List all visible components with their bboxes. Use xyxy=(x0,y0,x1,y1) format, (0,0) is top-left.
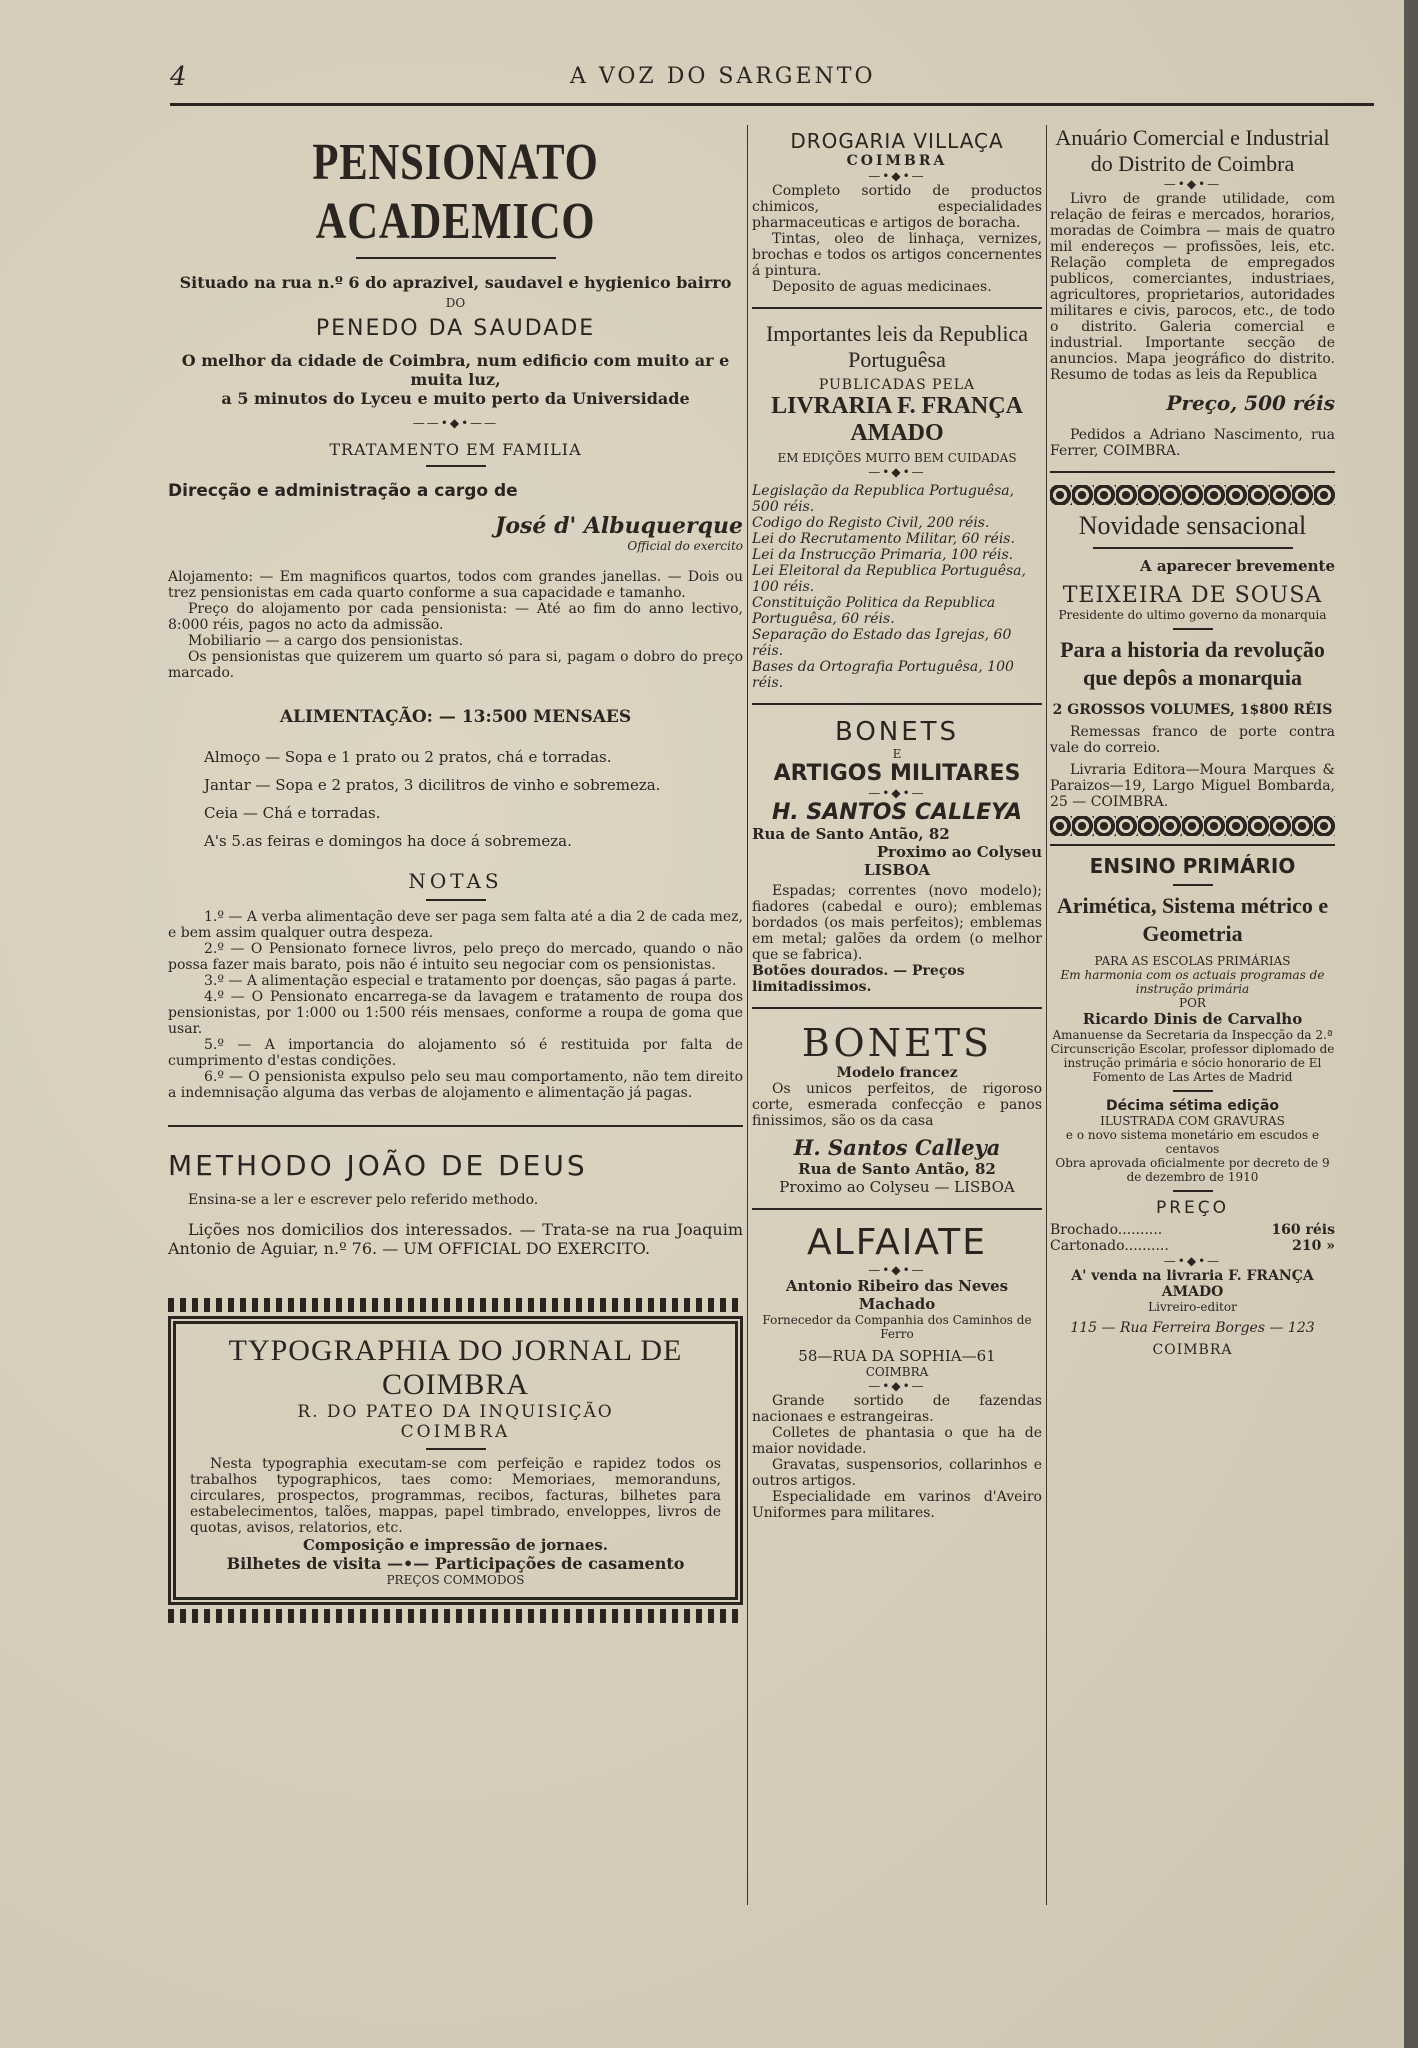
decorative-border xyxy=(1050,485,1335,505)
decorative-border xyxy=(1050,816,1335,836)
ad-typographia xyxy=(168,1298,743,1623)
divider xyxy=(1173,884,1213,886)
ad-text: e o novo sistema monetário em escudos e centavos xyxy=(1065,1128,1320,1156)
ad-text: LISBOA xyxy=(863,861,931,879)
ad-text: 115 — Rua Ferreira Borges — 123 xyxy=(1070,1320,1315,1336)
list-item: Constituição Politica da Republica Portuguêsa, 60 réis. xyxy=(752,595,996,627)
ad-text: Livro de grande utilidade, com relação de feiras e mercados, horarios, moradas de Coimbra — mais de quatro mil endereços — profissões, leis, etc. Relação completa de empregados publicos, comerciantes, industriaes, agricultores, proprietarios, autoridades militares e civis, parocos, etc., de todo o distrito. Galeria comercial e industrial. Importante secção de anuncios. Mapa jeográfico do distrito. Resumo de todas as leis da Republica xyxy=(1050,191,1335,383)
price-label: Cartonado.......... xyxy=(1050,1238,1169,1254)
ad-text: PUBLICADAS PELA xyxy=(818,377,976,393)
ad-text: Amanuense da Secretaria da Inspecção da 2.ª Circunscrição Escolar, professor diplomado de instrução primária e sócio honorario de El Fomento de Las Artes de Madrid xyxy=(1050,1028,1335,1084)
divider xyxy=(752,307,1042,309)
ad-text: 2 GROSSOS VOLUMES, 1$800 RÉIS xyxy=(1052,702,1333,718)
divider xyxy=(1050,844,1335,846)
ad-text: Gravatas, suspensorios, collarinhos e outros artigos. xyxy=(752,1457,1042,1489)
ad-title: TYPOGRAPHIA DO JORNAL DE COIMBRA xyxy=(228,1334,683,1401)
ad-text: E xyxy=(892,747,902,761)
divider xyxy=(356,257,556,259)
ad-text: H. SANTOS CALLEYA xyxy=(771,800,1022,825)
decorative-border xyxy=(168,1609,743,1623)
divider xyxy=(1173,1090,1213,1092)
divider xyxy=(168,1125,743,1127)
ad-title: BONETS xyxy=(801,1021,993,1065)
ad-text: Os unicos perfeitos, de rigoroso corte, esmerada confecção e panos finissimos, são os da casa xyxy=(752,1081,1042,1129)
ad-title: Novidade sensacional xyxy=(1078,511,1307,540)
divider xyxy=(426,899,486,901)
ad-text: ALIMENTAÇÃO: — 13:500 MENSAES xyxy=(279,707,632,727)
column-divider xyxy=(747,125,748,1905)
ad-text: 3.º — A alimentação especial e tratamento por doenças, são pagas á parte. xyxy=(204,973,737,989)
ad-text: TRATAMENTO EM FAMILIA xyxy=(329,440,582,459)
ad-text: Official do exercito xyxy=(627,539,743,553)
ad-text: Em harmonia com os actuais programas de instrução primária xyxy=(1060,968,1325,996)
ad-text: Ricardo Dinis de Carvalho xyxy=(1082,1010,1303,1028)
ad-text: Completo sortido de productos chimicos, especialidades pharmaceuticas e artigos de boracha. xyxy=(752,183,1042,231)
ad-text: LIVRARIA F. FRANÇA AMADO xyxy=(771,393,1023,446)
ad-text: Rua de Santo Antão, 82 xyxy=(752,825,950,843)
ad-text: COIMBRA xyxy=(865,1365,929,1379)
ad-text: PENEDO DA SAUDADE xyxy=(315,316,596,341)
ad-ensino xyxy=(1050,854,1335,1358)
list-item: Codigo do Registo Civil, 200 réis. xyxy=(752,515,990,531)
ad-text: Especialidade em varinos d'Aveiro Uniformes para militares. xyxy=(752,1489,1042,1521)
ad-text: Proximo ao Colyseu — LISBOA xyxy=(779,1178,1015,1196)
ornament: —•◆•— xyxy=(868,465,926,479)
ad-alfaiate xyxy=(752,1222,1042,1521)
divider xyxy=(426,1448,486,1450)
ad-text: Preço do alojamento por cada pensionista: — Até ao fim do anno lectivo, 8:000 réis, pagos no acto da admissão. xyxy=(168,601,743,633)
price-row xyxy=(1050,1222,1335,1238)
ad-text: Colletes de phantasia o que ha de maior novidade. xyxy=(752,1425,1042,1457)
ad-text: Para a historia da revolução que depôs a monarquia xyxy=(1060,637,1325,690)
ad-text: 6.º — O pensionista expulso pelo seu mau comportamento, não tem direito a indemnisação alguma das verbas de alojamento e alimentação já pagas. xyxy=(168,1069,743,1101)
ad-text: Modelo francez xyxy=(836,1065,958,1081)
ad-text: Botões dourados. — Preços limitadissimos. xyxy=(752,963,965,995)
ad-text: H. Santos Calleya xyxy=(793,1135,1001,1160)
ad-text: Situado na rua n.º 6 do aprazivel, saudavel e hygienico bairro xyxy=(179,273,732,292)
ad-pensionato xyxy=(168,133,743,1101)
ad-novidade xyxy=(1050,485,1335,836)
ornament: ——•◆•—— xyxy=(412,416,499,430)
decorative-border xyxy=(168,1298,743,1312)
divider xyxy=(426,465,486,467)
ad-text: Bilhetes de visita —•— Participações de casamento xyxy=(226,1554,685,1573)
newspaper-title: A VOZ DO SARGENTO xyxy=(570,64,876,89)
ad-text: Lições nos domicilios dos interessados. — Trata-se na rua Joaquim Antonio de Aguiar, n.º 76. — UM OFFICIAL DO EXERCITO. xyxy=(168,1220,743,1258)
ad-text: PREÇO xyxy=(1155,1198,1230,1218)
ad-text: Ensina-se a ler e escrever pelo referido methodo. xyxy=(188,1192,539,1208)
ad-title: ENSINO PRIMÁRIO xyxy=(1089,854,1296,878)
ornament: —•◆•— xyxy=(868,169,926,183)
ornament: —•◆•— xyxy=(868,786,926,800)
ad-text: Jantar — Sopa e 2 pratos, 3 dicilitros de vinho e sobremeza. xyxy=(204,776,661,794)
divider xyxy=(1173,628,1213,630)
ad-text: 2.º — O Pensionato fornece livros, pelo preço do mercado, quando o não possa fazer mais barato, pois não é intuito seu negociar com os pensionistas. xyxy=(168,941,743,973)
ad-text: Os pensionistas que quizerem um quarto só para si, pagam o dobro do preço marcado. xyxy=(168,649,743,681)
column-divider xyxy=(1046,125,1047,1905)
page-header xyxy=(170,58,1374,98)
ad-bonets-modelo xyxy=(752,1021,1042,1196)
ad-text: Proximo ao Colyseu xyxy=(876,843,1042,861)
page-edge xyxy=(1404,0,1418,2048)
ornament: —•◆•— xyxy=(1163,1254,1222,1268)
ad-text: Alojamento: — Em magnificos quartos, todos com grandes janellas. — Dois ou trez pensionistas em cada quarto conforme a sua capacidade e tamanho. xyxy=(168,569,743,601)
list-item: Separação do Estado das Igrejas, 60 réis. xyxy=(752,627,1012,659)
list-item: Lei da Instrucção Primaria, 100 réis. xyxy=(752,547,1014,563)
list-item: Legislação da Republica Portuguêsa, 500 réis. xyxy=(752,483,1015,515)
ad-title: Importantes leis da Republica Portuguêsa xyxy=(765,321,1029,372)
ad-text: PARA AS ESCOLAS PRIMÁRIAS xyxy=(1094,954,1291,968)
column-left xyxy=(168,125,743,2008)
ad-text: Nesta typographia executam-se com perfeição e rapidez todos os trabalhos typographicos, taes como: Memoriaes, memoranduns, circulares, prospectos, programmas, recibos, facturas, bilhetes para estabelecimentos, talões, mappas, papel timbrado, enveloppes, livros de quotas, avisos, relatorios, etc. xyxy=(190,1456,721,1536)
ad-text: EM EDIÇÕES MUITO BEM CUIDADAS xyxy=(777,451,1017,465)
divider xyxy=(1050,471,1335,473)
ad-text: ILUSTRADA COM GRAVURAS xyxy=(1100,1114,1285,1128)
ad-text: Décima sétima edição xyxy=(1105,1098,1280,1114)
ornament: —•◆•— xyxy=(868,1379,926,1393)
price-value: 160 réis xyxy=(1271,1222,1335,1238)
divider xyxy=(752,1208,1042,1210)
ad-title: BONETS xyxy=(834,717,960,747)
divider xyxy=(752,1007,1042,1009)
ad-drogaria xyxy=(752,129,1042,295)
header-rule xyxy=(170,103,1374,106)
ad-text: Ceia — Chá e torradas. xyxy=(204,804,381,822)
ad-text: COIMBRA xyxy=(846,153,948,169)
ad-text: Tintas, oleo de linhaça, vernizes, brochas e todos os artigos concernentes á pintura. xyxy=(752,231,1042,279)
ad-text: Deposito de aguas medicinaes. xyxy=(772,279,992,295)
column-right xyxy=(1050,125,1335,2008)
ad-text: José d' Albuquerque xyxy=(494,513,743,539)
ad-text: Presidente do ultimo governo da monarquia xyxy=(1058,608,1327,622)
ad-text: A aparecer brevemente xyxy=(1139,557,1335,575)
ad-text: NOTAS xyxy=(408,869,503,893)
ad-text: DO xyxy=(445,296,466,310)
ad-title: METHODO JOÃO DE DEUS xyxy=(168,1149,588,1182)
price-row xyxy=(1050,1238,1335,1254)
ad-text: Livreiro-editor xyxy=(1148,1300,1237,1314)
ad-text: 5.º — A importancia do alojamento só é restituida por falta de cumprimento d'estas condições. xyxy=(168,1037,743,1069)
ad-text: 1.º — A verba alimentação deve ser paga sem falta até a dia 2 de cada mez, e bem assim qualquer outra despeza. xyxy=(168,909,743,941)
divider xyxy=(1093,547,1293,549)
ad-text: Espadas; correntes (novo modelo); fiadores (cabedal e ouro); emblemas bordados (os mais perfeitos); emblemas em metal; galões da ordem (o melhor que se fabrica). xyxy=(752,883,1042,963)
page-number: 4 xyxy=(170,62,187,92)
ad-text: Fornecedor da Companhia dos Caminhos de Ferro xyxy=(762,1313,1032,1341)
ad-text: Mobiliario — a cargo dos pensionistas. xyxy=(188,633,464,649)
ad-methodo xyxy=(168,1149,743,1258)
ad-text: a 5 minutos do Lyceu e muito perto da Universidade xyxy=(221,389,690,408)
ad-text: COIMBRA xyxy=(400,1422,511,1442)
ad-text: Pedidos a Adriano Nascimento, rua Ferrer, COIMBRA. xyxy=(1050,427,1335,459)
ad-text: 58—RUA DA SOPHIA—61 xyxy=(798,1347,996,1365)
ad-text: POR xyxy=(1179,996,1206,1010)
ad-title: PENSIONATO ACADEMICO xyxy=(312,134,599,250)
ad-title: Anuário Comercial e Industrial do Distrito de Coimbra xyxy=(1055,125,1330,176)
divider xyxy=(1173,1190,1213,1192)
ad-text: Composição e impressão de jornaes. xyxy=(302,1536,609,1554)
ornament: —•◆•— xyxy=(1163,177,1222,191)
price-label: Brochado.......... xyxy=(1050,1222,1163,1238)
ad-text: Almoço — Sopa e 1 prato ou 2 pratos, chá e torradas. xyxy=(204,748,612,766)
ad-text: Direcção e administração a cargo de xyxy=(168,481,518,501)
ad-text: Obra aprovada oficialmente por decreto de 9 de dezembro de 1910 xyxy=(1055,1156,1330,1184)
ad-text: COIMBRA xyxy=(1152,1342,1233,1358)
divider xyxy=(752,703,1042,705)
ad-text: Remessas franco de porte contra vale do correio. xyxy=(1050,724,1335,756)
ad-anuario xyxy=(1050,125,1335,459)
ad-text: Preço, 500 réis xyxy=(1166,391,1335,415)
ad-text: R. DO PATEO DA INQUISIÇÃO xyxy=(297,1402,614,1422)
ornament: —•◆•— xyxy=(868,1263,926,1277)
list-item: Lei do Recrutamento Militar, 60 réis. xyxy=(752,531,1015,547)
ad-text: Grande sortido de fazendas nacionaes e estrangeiras. xyxy=(752,1393,1042,1425)
ad-leis xyxy=(752,321,1042,691)
ad-text: Rua de Santo Antão, 82 xyxy=(798,1160,996,1178)
column-middle xyxy=(752,125,1042,2008)
price-value: 210 » xyxy=(1292,1238,1335,1254)
ad-text: A' venda na livraria F. FRANÇA AMADO xyxy=(1071,1268,1314,1300)
ad-text: A's 5.as feiras e domingos ha doce á sobremeza. xyxy=(204,832,572,850)
ad-title: ALFAIATE xyxy=(807,1222,987,1263)
ad-text: O melhor da cidade de Coimbra, num edificio com muito ar e muita luz, xyxy=(181,351,730,389)
ad-title: DROGARIA VILLAÇA xyxy=(790,129,1004,153)
ad-text: TEIXEIRA DE SOUSA xyxy=(1062,583,1323,608)
list-item: Lei Eleitoral da Republica Portuguêsa, 100 réis. xyxy=(752,563,1026,595)
ad-text: Livraria Editora—Moura Marques & Paraizos—19, Largo Miguel Bombarda, 25 — COIMBRA. xyxy=(1050,762,1335,810)
ad-bonets-calleya xyxy=(752,717,1042,995)
list-item: Bases da Ortografia Portuguêsa, 100 réis. xyxy=(752,659,1014,691)
ad-text: Antonio Ribeiro das Neves Machado xyxy=(785,1277,1009,1313)
ad-text: PREÇOS COMMODOS xyxy=(386,1573,525,1587)
ad-text: 4.º — O Pensionato encarrega-se da lavagem e tratamento de roupa dos pensionistas, por 1:000 ou 1:500 réis mensaes, conforme a roupa de goma que usar. xyxy=(168,989,743,1037)
ad-text: Arimética, Sistema métrico e Geometria xyxy=(1056,893,1329,946)
ad-text: ARTIGOS MILITARES xyxy=(773,761,1021,786)
